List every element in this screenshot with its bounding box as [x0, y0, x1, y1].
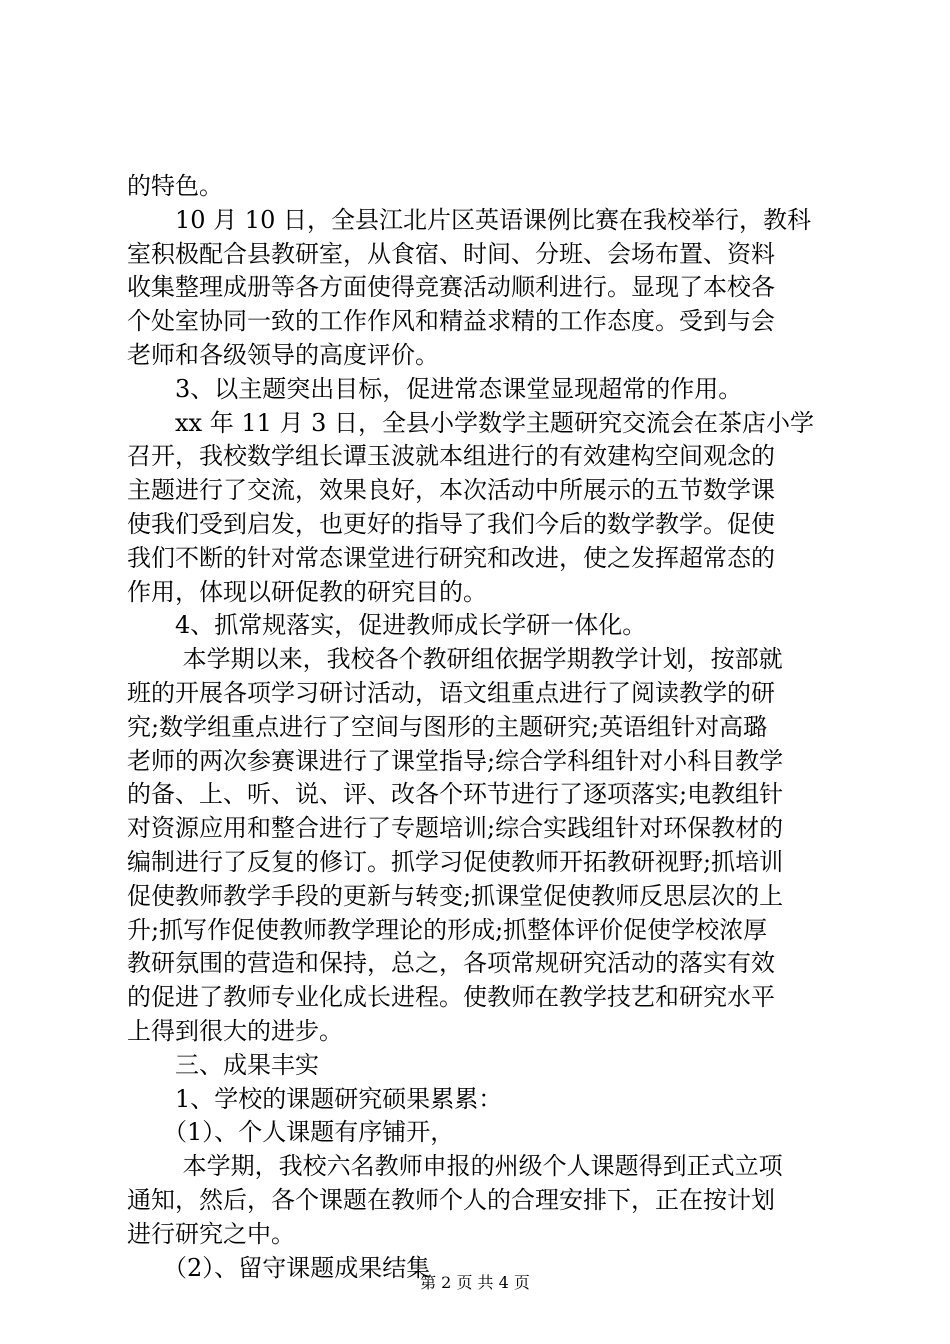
text-line: 室积极配合县教研室，从食宿、时间、分班、会场布置、资料 — [127, 239, 775, 268]
page-footer: 第 2 页 共 4 页 — [420, 1273, 530, 1292]
text-line: 老师和各级领导的高度评价。 — [127, 341, 439, 369]
text-line: （2）、留守课题成果结集 — [127, 1253, 431, 1282]
text-line: 收集整理成册等各方面使得竞赛活动顺利进行。显现了本校各 — [127, 273, 775, 302]
text-line: 究;数学组重点进行了空间与图形的主题研究;英语组针对高璐 — [127, 712, 768, 741]
text-line: 三、成果丰实 — [127, 1050, 319, 1079]
text-line: 编制进行了反复的修订。抓学习促使教师开拓教研视野;抓培训 — [127, 848, 784, 876]
text-line: 使我们受到启发，也更好的指导了我们今后的数学教学。促使 — [127, 510, 775, 538]
text-line: 的促进了教师专业化成长进程。使教师在教学技艺和研究水平 — [127, 983, 775, 1012]
text-line: 班的开展各项学习研讨活动，语文组重点进行了阅读教学的研 — [127, 679, 775, 707]
text-line: 上得到很大的进步。 — [127, 1017, 343, 1045]
text-line: 3、以主题突出目标，促进常态课堂显现超常的作用。 — [127, 374, 743, 403]
text-line: 通知，然后，各个课题在教师个人的合理安排下，正在按计划 — [127, 1186, 775, 1214]
text-line: 主题进行了交流，效果良好，本次活动中所展示的五节数学课 — [127, 476, 775, 505]
text-line: 个处室协同一致的工作作风和精益求精的工作态度。受到与会 — [127, 307, 775, 336]
text-line: 本学期以来，我校各个教研组依据学期教学计划，按部就 — [127, 645, 783, 674]
text-line: 老师的两次参赛课进行了课堂指导;综合学科组针对小科目教学 — [127, 746, 784, 775]
text-line: 促使教师教学手段的更新与转变;抓课堂促使教师反思层次的上 — [127, 881, 784, 910]
text-line: 教研氛围的营造和保持，总之，各项常规研究活动的落实有效 — [127, 949, 775, 978]
text-line: xx 年 11 月 3 日，全县小学数学主题研究交流会在茶店小学 — [127, 408, 815, 437]
text-line: 10 月 10 日，全县江北片区英语课例比赛在我校举行，教科 — [127, 205, 811, 234]
text-line: 升;抓写作促使教师教学理论的形成;抓整体评价促使学校浓厚 — [127, 915, 768, 944]
text-line: 作用，体现以研促教的研究目的。 — [127, 577, 487, 606]
text-line: 对资源应用和整合进行了专题培训;综合实践组针对环保教材的 — [127, 814, 784, 843]
text-line: 的特色。 — [127, 172, 223, 200]
text-line: 4、抓常规落实，促进教师成长学研一体化。 — [127, 611, 647, 640]
text-line: （1）、个人课题有序铺开， — [127, 1118, 455, 1147]
text-line: 我们不断的针对常态课堂进行研究和改进，使之发挥超常态的 — [127, 543, 775, 572]
text-line: 召开，我校数学组长谭玉波就本组进行的有效建构空间观念的 — [127, 442, 775, 471]
text-line: 1、学校的课题研究硕果累累： — [127, 1084, 503, 1113]
text-line: 的备、上、听、说、评、改各个环节进行了逐项落实;电教组针 — [127, 780, 784, 809]
text-line: 进行研究之中。 — [127, 1219, 295, 1248]
text-line: 本学期，我校六名教师申报的州级个人课题得到正式立项 — [127, 1152, 783, 1181]
